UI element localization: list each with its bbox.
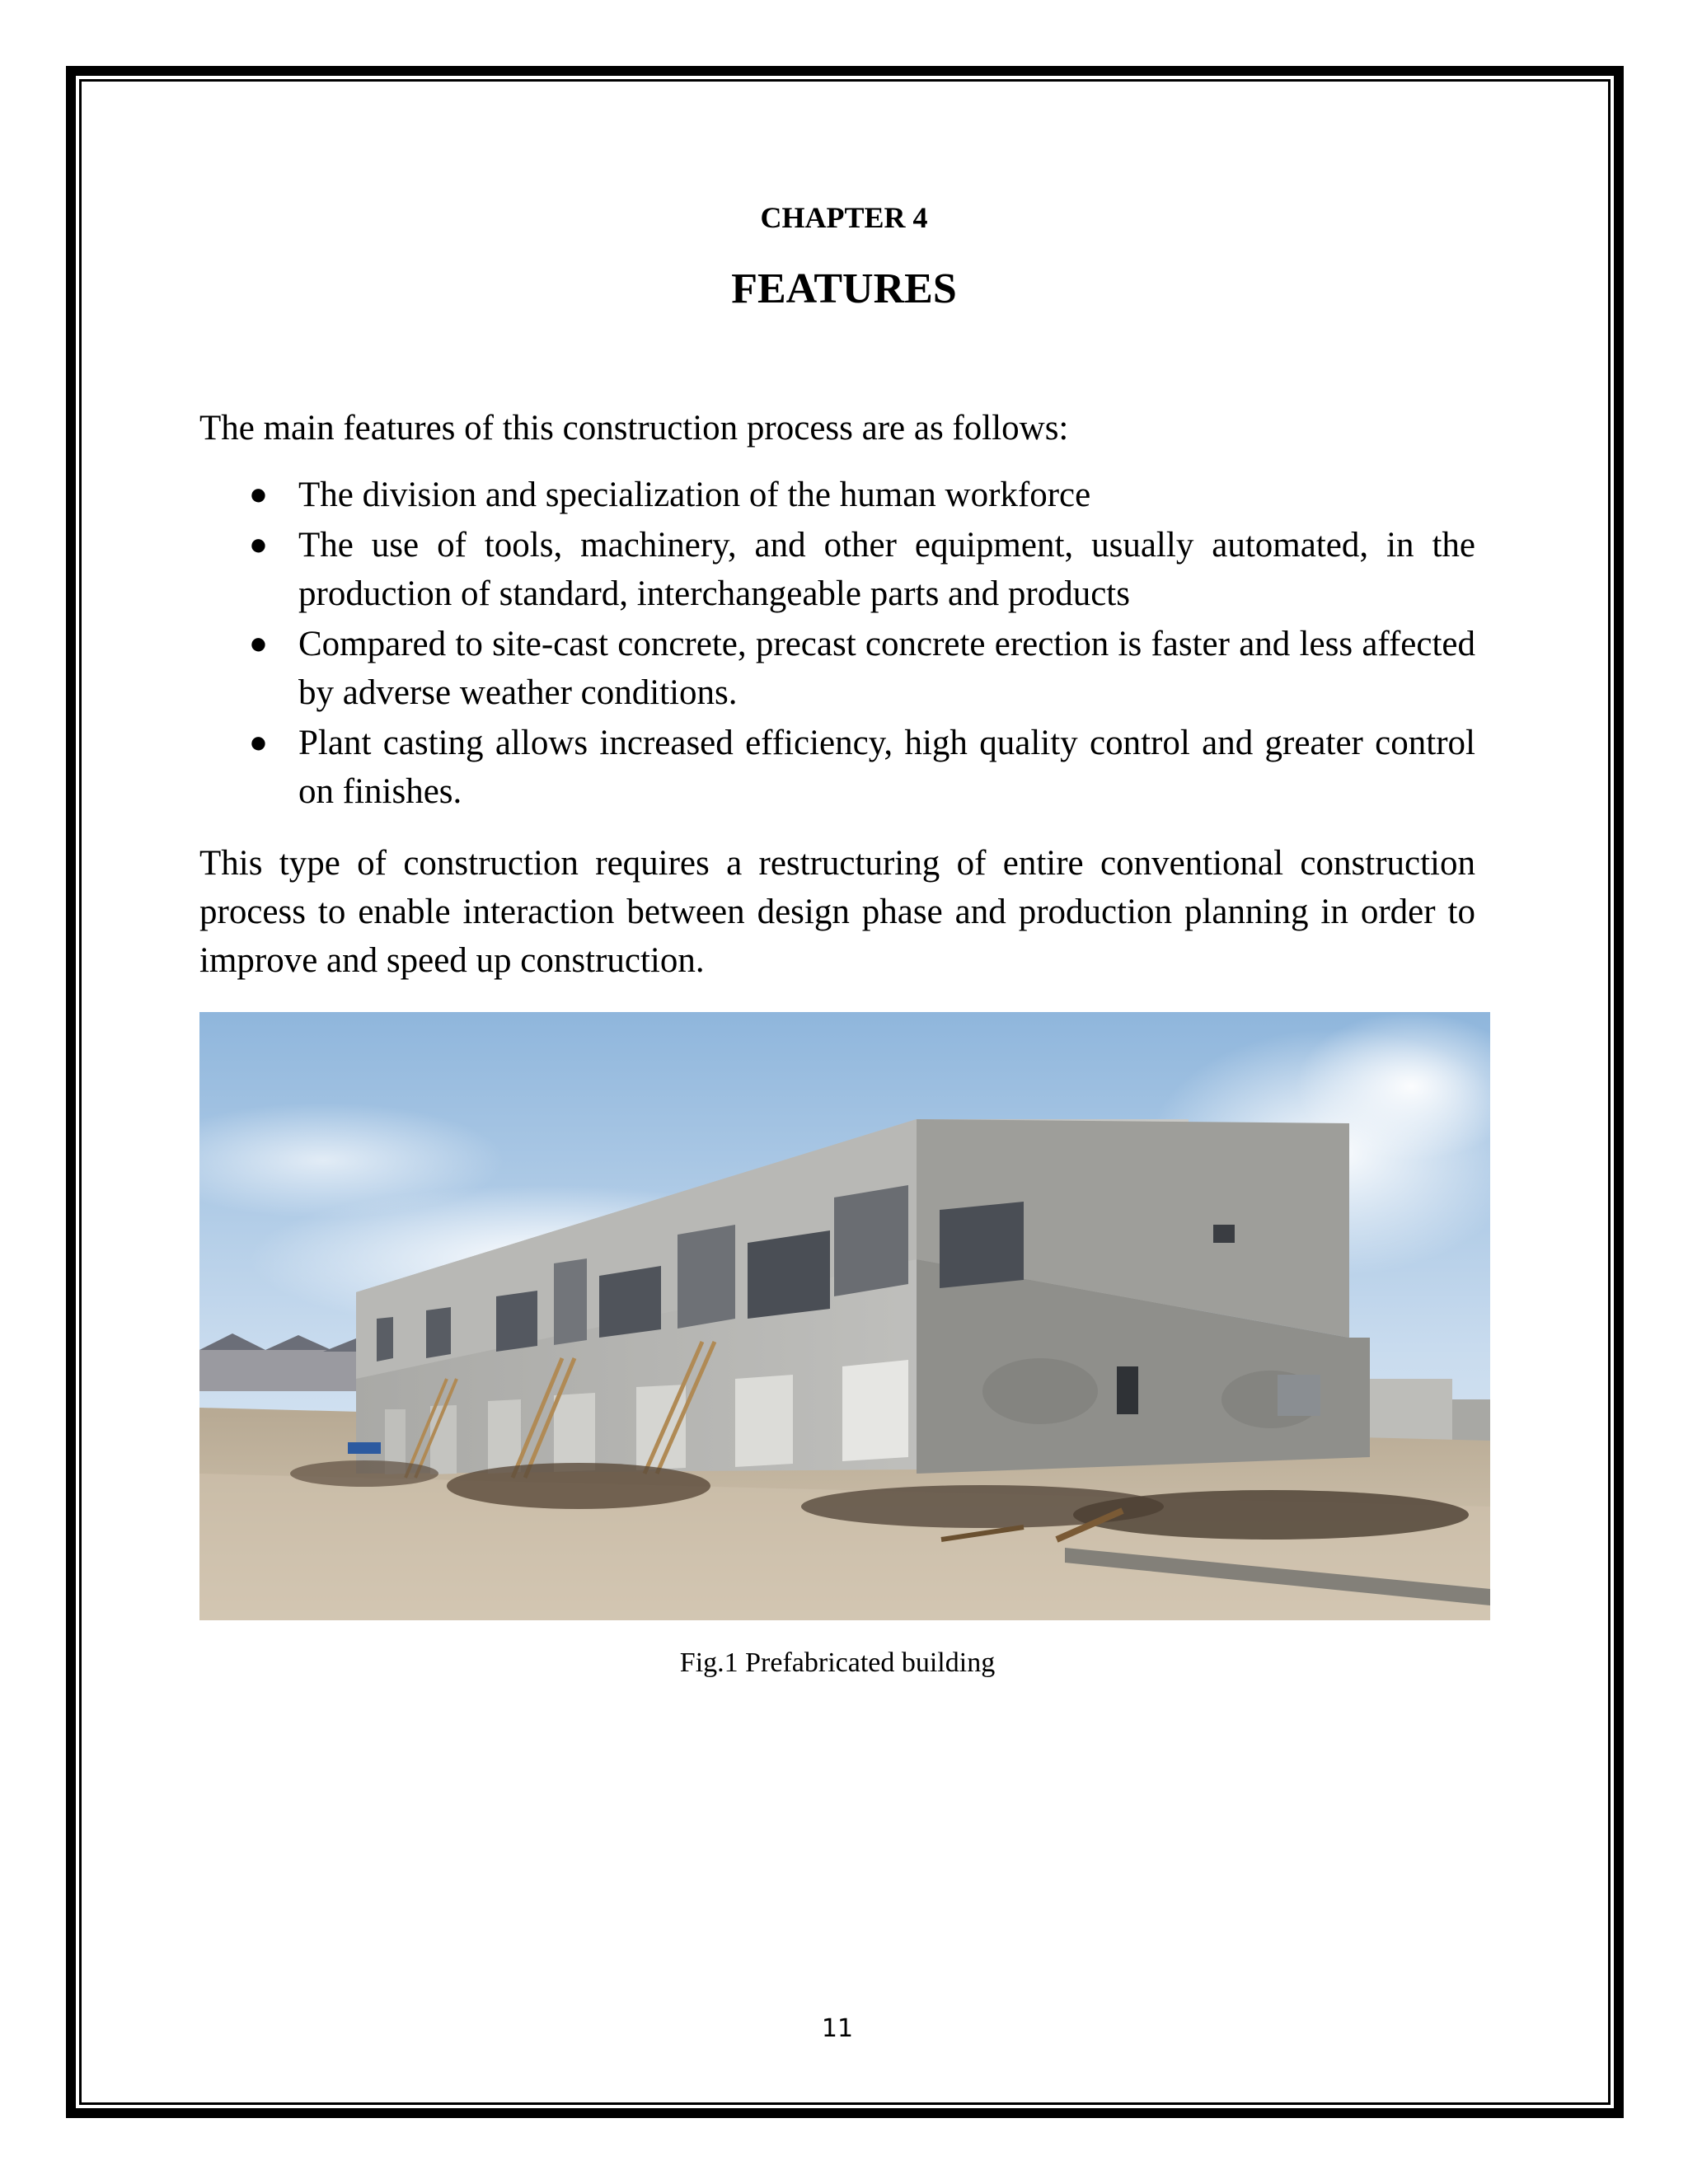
- feature-text: Compared to site-cast concrete, precast concrete erection is faster and less affected by adverse weather conditions.: [298, 625, 1475, 712]
- bullet-icon: ●: [249, 725, 268, 760]
- bullet-icon: ●: [249, 527, 268, 562]
- feature-text: The division and specialization of the human workforce: [298, 476, 1091, 514]
- chapter-title: FEATURES: [731, 265, 957, 312]
- feature-item: [199, 471, 1475, 519]
- intro-paragraph: The main features of this construction process are as follows:: [199, 409, 1069, 448]
- bullet-icon: ●: [249, 626, 268, 661]
- closing-paragraph: This type of construction requires a restructuring of entire conventional construction process to enable interaction between design phase and production planning in order to improve and speed up construction.: [199, 844, 1475, 980]
- figure-caption: Fig.1 Prefabricated building: [679, 1647, 996, 1678]
- prefabricated-building-photo: [199, 1012, 1490, 1620]
- feature-list: [199, 471, 1475, 816]
- body-text: [199, 404, 1475, 985]
- feature-item: [199, 521, 1475, 618]
- bullet-icon: ●: [249, 477, 268, 512]
- chapter-label: CHAPTER 4: [760, 201, 928, 234]
- feature-item: [199, 719, 1475, 816]
- feature-text: Plant casting allows increased efficiency, high quality control and greater control on finishes.: [298, 724, 1475, 811]
- page-number: 11: [821, 2014, 854, 2043]
- feature-text: The use of tools, machinery, and other equipment, usually automated, in the production of standard, interchangeable parts and products: [298, 526, 1475, 613]
- feature-item: [199, 620, 1475, 717]
